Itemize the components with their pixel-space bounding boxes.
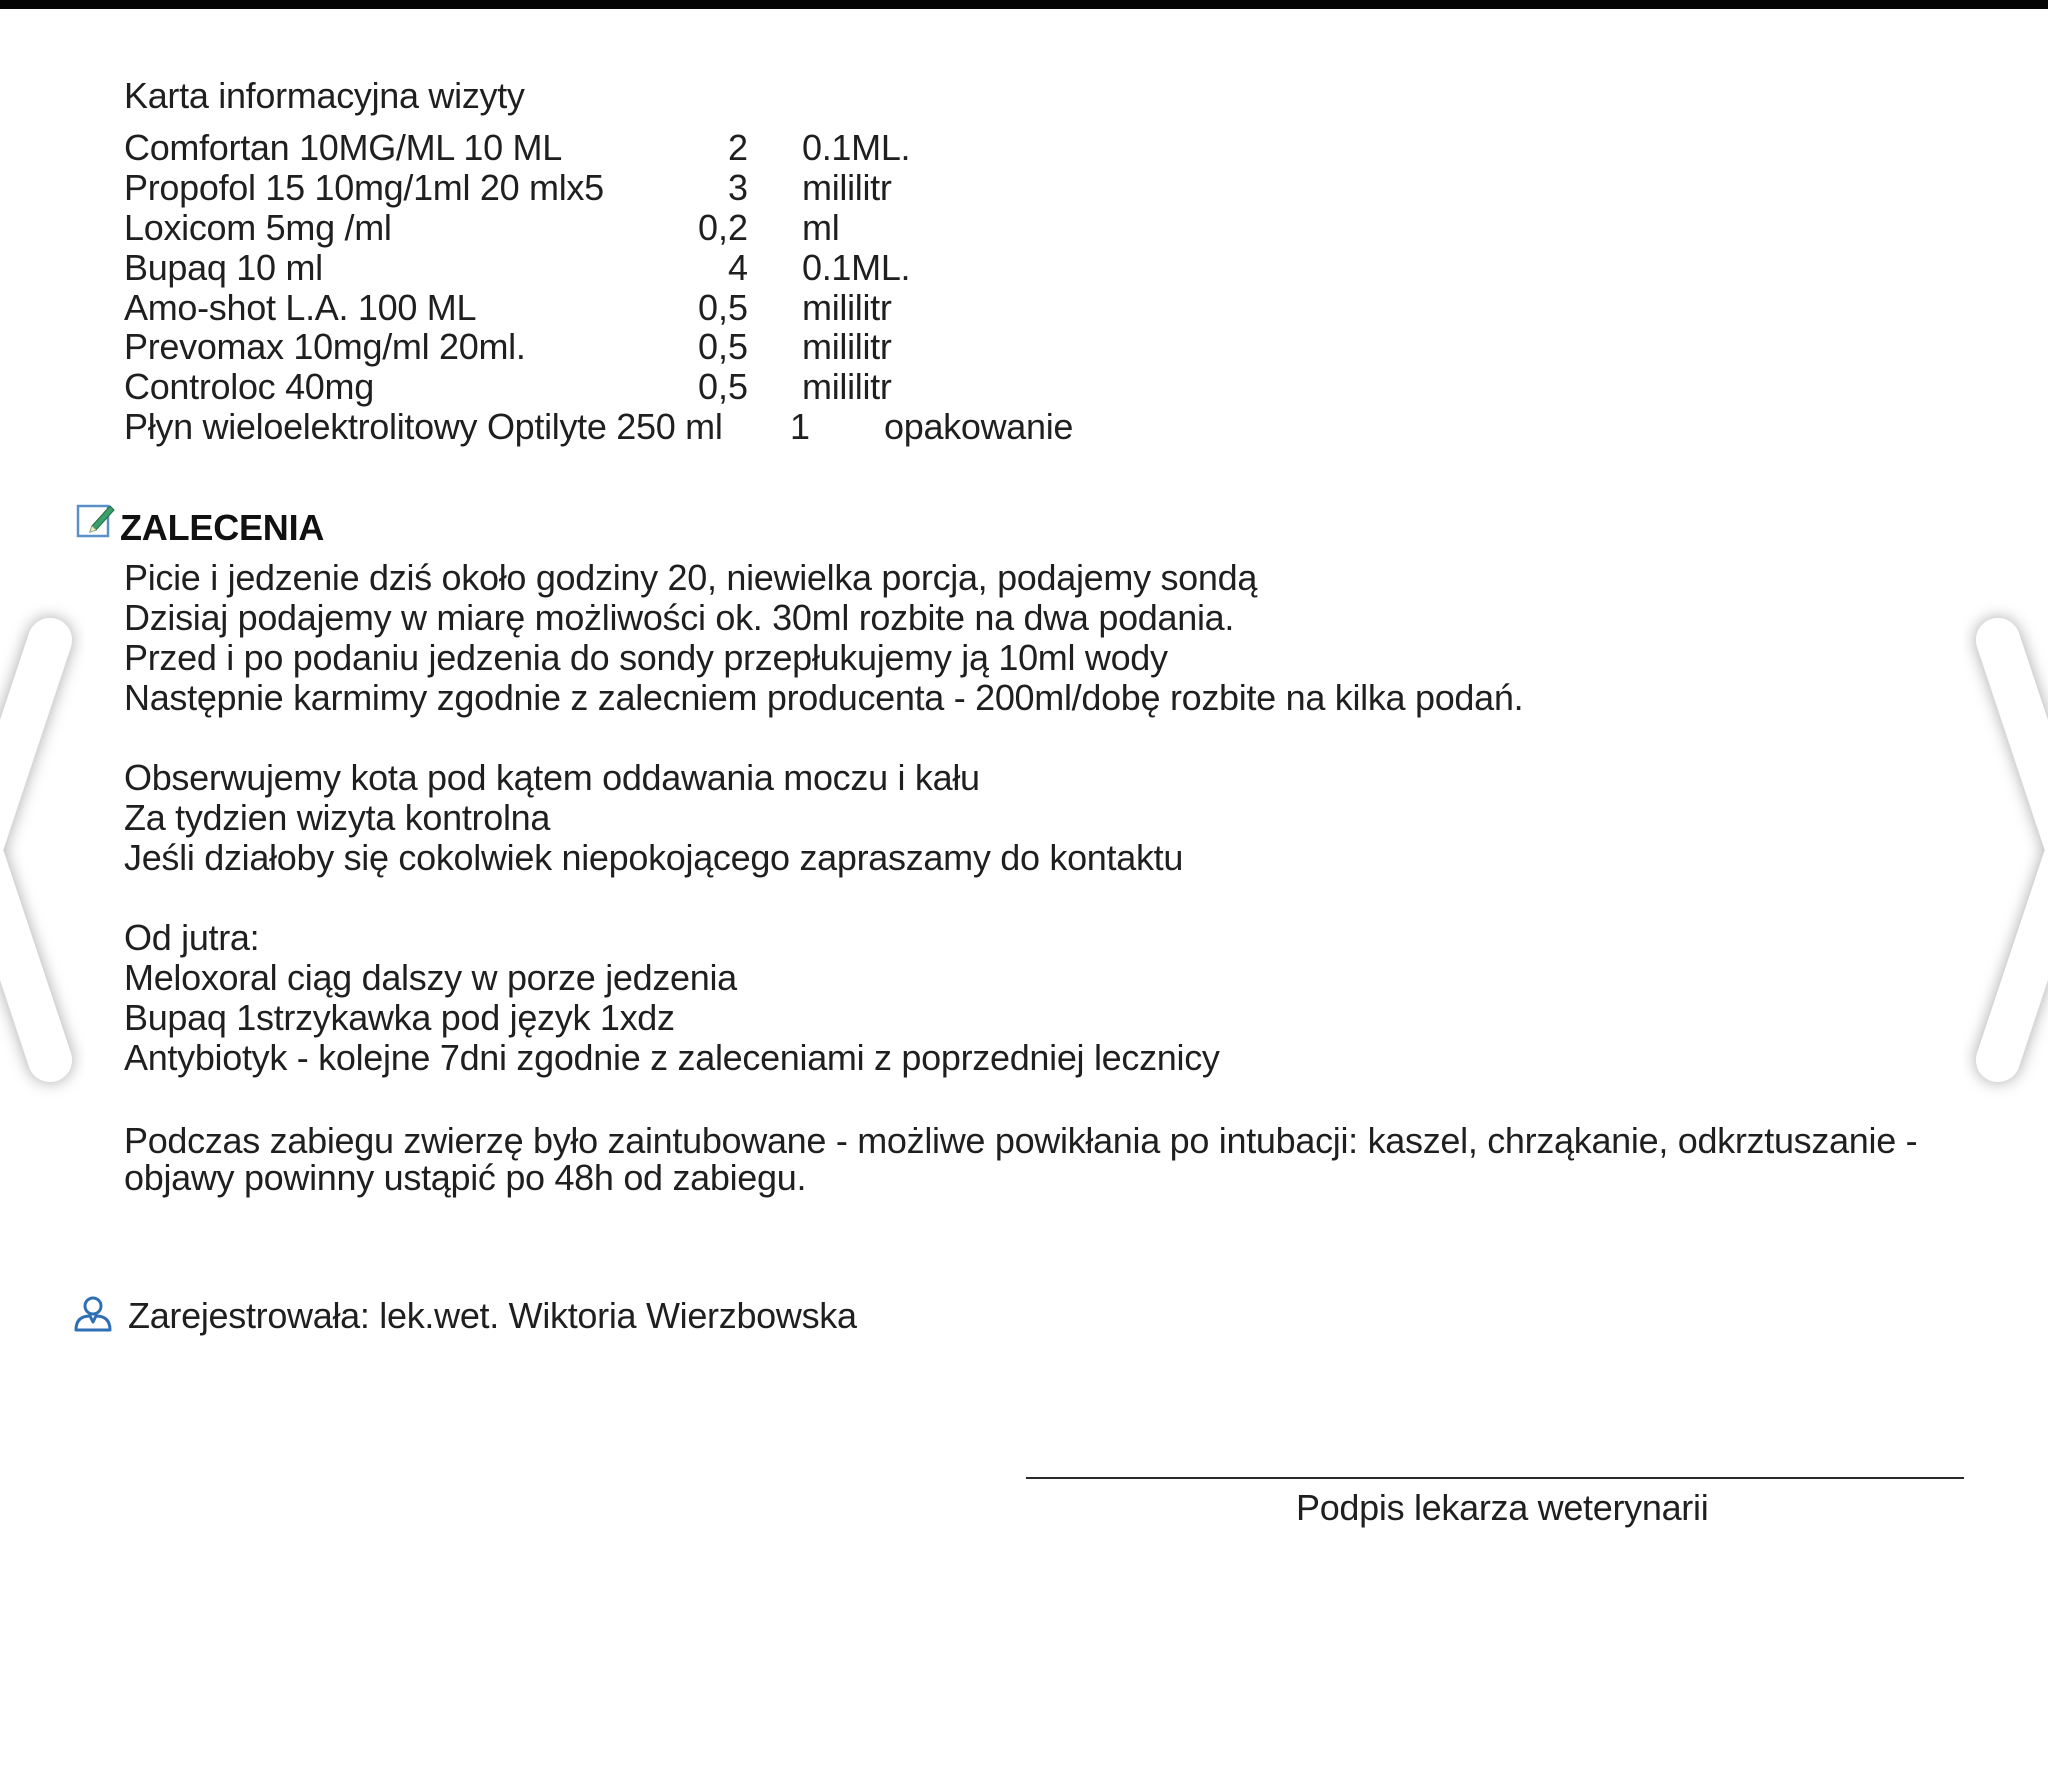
medication-row	[0, 407, 1200, 447]
medication-row	[0, 208, 1200, 248]
recommendation-line: Antybiotyk - kolejne 7dni zgodnie z zaleceniami z poprzedniej lecznicy	[124, 1037, 1220, 1078]
medication-name: Loxicom 5mg /ml	[124, 207, 392, 248]
medication-row	[0, 367, 1200, 407]
recommendation-line: Dzisiaj podajemy w miarę możliwości ok. 30ml rozbite na dwa podania.	[124, 597, 1235, 638]
recommendation-line: Meloxoral ciąg dalszy w porze jedzenia	[124, 957, 737, 998]
medication-qty: 0,5	[697, 326, 748, 367]
recommendations-heading: ZALECENIA	[120, 507, 325, 548]
signature-line	[1026, 1477, 1964, 1479]
medication-name: Płyn wieloelektrolitowy Optilyte 250 ml	[124, 406, 723, 447]
recommendation-line: Następnie karmimy zgodnie z zalecniem producenta - 200ml/dobę rozbite na kilka podań.	[124, 677, 1524, 718]
medication-unit: mililitr	[802, 326, 892, 367]
recommendation-line: Podczas zabiegu zwierzę było zaintubowane - możliwe powikłania po intubacji: kaszel, chrząkanie, odkrztuszanie -	[124, 1120, 1918, 1161]
medication-qty: 0,2	[697, 207, 748, 248]
recommendation-line: Bupaq 1strzykawka pod język 1xdz	[124, 997, 675, 1038]
medication-unit: 0.1ML.	[802, 127, 911, 168]
medication-name: Bupaq 10 ml	[124, 247, 323, 288]
medication-name: Amo-shot L.A. 100 ML	[124, 287, 477, 328]
recommendation-line: Za tydzien wizyta kontrolna	[124, 797, 551, 838]
recommendation-line: Jeśli działoby się cokolwiek niepokojącego zapraszamy do kontaktu	[124, 837, 1184, 878]
chevron-right-icon	[1958, 600, 2048, 1100]
recommendation-line: Przed i po podaniu jedzenia do sondy przepłukujemy ją 10ml wody	[124, 637, 1168, 678]
signature-label: Podpis lekarza weterynarii	[1296, 1487, 1709, 1528]
recommendation-line: Obserwujemy kota pod kątem oddawania moczu i kału	[124, 757, 980, 798]
edit-icon	[76, 500, 116, 540]
medication-qty: 3	[727, 167, 748, 208]
medication-unit: mililitr	[802, 167, 892, 208]
medication-name: Propofol 15 10mg/1ml 20 mlx5	[124, 167, 604, 208]
medication-unit: mililitr	[802, 366, 892, 407]
medication-row	[0, 327, 1200, 367]
medication-name: Comfortan 10MG/ML 10 ML	[124, 127, 562, 168]
medication-name: Controloc 40mg	[124, 366, 374, 407]
medication-qty: 0,5	[697, 366, 748, 407]
recommendation-line: objawy powinny ustąpić po 48h od zabiegu.	[124, 1157, 807, 1198]
document-title: Karta informacyjna wizyty	[124, 75, 525, 116]
medication-qty: 2	[727, 127, 748, 168]
chevron-left-icon	[0, 600, 90, 1100]
medication-unit: opakowanie	[884, 406, 1074, 447]
medication-row	[0, 248, 1200, 288]
medication-qty: 1	[790, 406, 811, 447]
medication-row	[0, 168, 1200, 208]
registered-by: Zarejestrowała: lek.wet. Wiktoria Wierzbowska	[128, 1295, 857, 1336]
medication-row	[0, 288, 1200, 328]
previous-page-button[interactable]	[0, 600, 90, 1100]
medication-unit: mililitr	[802, 287, 892, 328]
medication-qty: 0,5	[697, 287, 748, 328]
medication-name: Prevomax 10mg/ml 20ml.	[124, 326, 526, 367]
medication-unit: ml	[802, 207, 840, 248]
medication-qty: 4	[727, 247, 748, 288]
recommendation-line: Od jutra:	[124, 917, 260, 958]
medication-unit: 0.1ML.	[802, 247, 911, 288]
next-page-button[interactable]	[1958, 600, 2048, 1100]
user-icon	[70, 1294, 116, 1334]
medication-row	[0, 128, 1200, 168]
recommendation-line: Picie i jedzenie dziś około godziny 20, niewielka porcja, podajemy sondą	[124, 557, 1258, 598]
